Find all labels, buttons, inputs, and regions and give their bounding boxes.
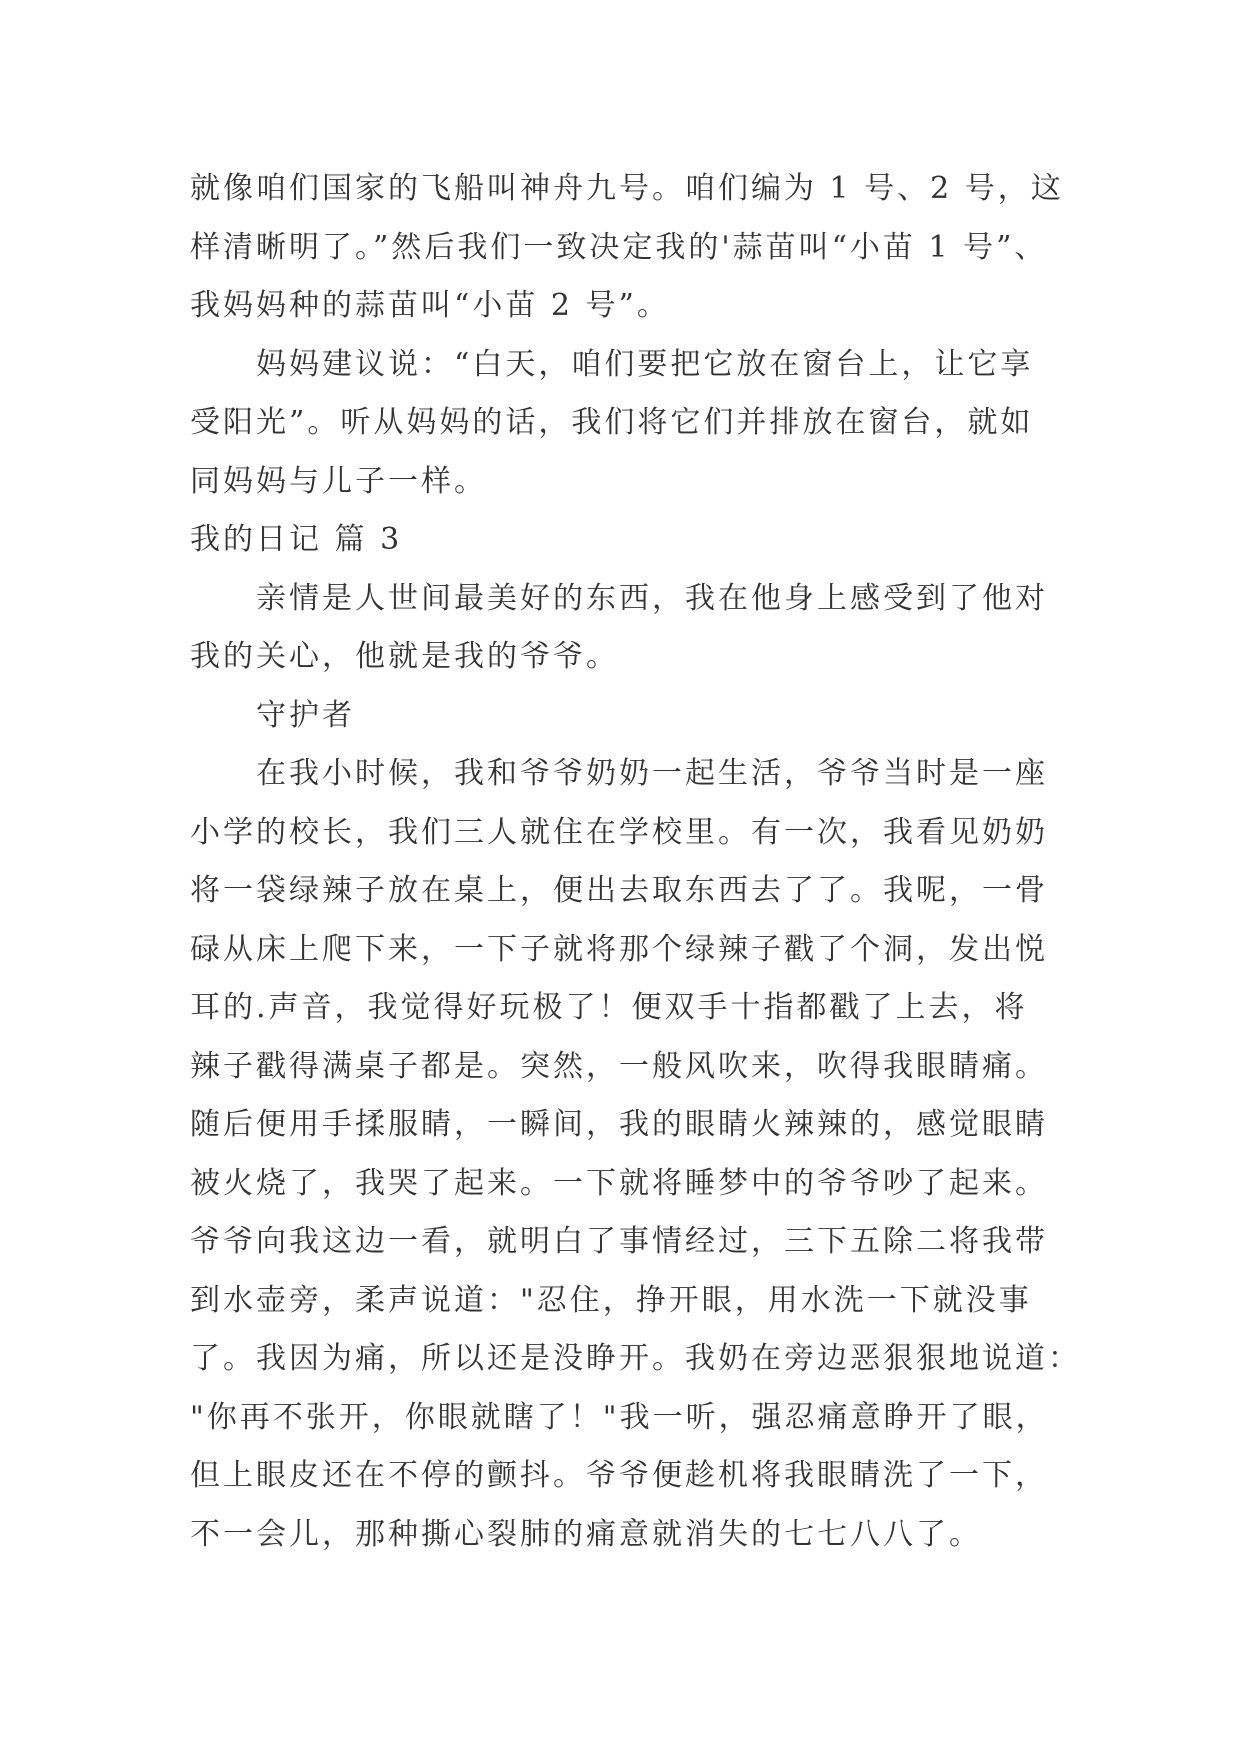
text-line: 碌从床上爬下来，一下子就将那个绿辣子戳了个洞，发出悦 (190, 931, 1048, 967)
text-line: 守护者 (256, 697, 355, 733)
text-line: 受阳光”。听从妈妈的话，我们将它们并排放在窗台，就如 (190, 405, 1034, 440)
text-line: 被火烧了，我哭了起来。一下就将睡梦中的爷爷吵了起来。 (190, 1165, 1048, 1201)
text-line: 小学的校长，我们三人就住在学校里。有一次，我看见奶奶 (190, 814, 1048, 850)
text-line: 爷爷向我这边一看，就明白了事情经过，三下五除二将我带 (190, 1224, 1048, 1259)
text-line: 耳的.声音，我觉得好玩极了！便双手十指都戳了上去，将 (190, 990, 1028, 1025)
text-line: 妈妈建议说：“白天，咱们要把它放在窗台上，让它享 (256, 346, 1034, 382)
text-line: 将一袋绿辣子放在桌上，便出去取东西去了了。我呢，一骨 (190, 873, 1048, 908)
text-line: 样清晰明了。”然后我们一致决定我的'蒜苗叫“小苗 1 号”、 (190, 229, 1048, 265)
text-line: 但上眼皮还在不停的颤抖。爷爷便趁机将我眼睛洗了一下， (190, 1458, 1048, 1493)
text-line: 我的日记 篇 3 (190, 522, 403, 557)
text-line: 随后便用手揉服睛，一瞬间，我的眼睛火辣辣的，感觉眼睛 (190, 1107, 1048, 1142)
text-line: 辣子戳得满桌子都是。突然，一般风吹来，吹得我眼睛痛。 (190, 1048, 1048, 1084)
text-line: 不一会儿，那种撕心裂肺的痛意就消失的七七八八了。 (190, 1516, 982, 1552)
document-body (190, 160, 1090, 1564)
text-line: 了。我因为痛，所以还是没睁开。我奶在旁边恶狠狠地说道： (190, 1341, 1081, 1376)
text-line: 亲情是人世间最美好的东西，我在他身上感受到了他对 (256, 580, 1048, 616)
text-line: 我的关心，他就是我的爷爷。 (190, 639, 619, 674)
text-line: 到水壶旁，柔声说道："忍住，挣开眼，用水洗一下就没事 (190, 1282, 1032, 1318)
text-line: 在我小时候，我和爷爷奶奶一起生活，爷爷当时是一座 (256, 756, 1048, 791)
text-line: 就像咱们国家的飞船叫神舟九号。咱们编为 1 号、2 号，这 (190, 171, 1064, 206)
text-line: "你再不张开，你眼就瞎了！"我一听，强忍痛意睁开了眼， (190, 1399, 1049, 1435)
text-line: 同妈妈与儿子一样。 (190, 463, 487, 499)
text-line: 我妈妈种的蒜苗叫“小苗 2 号”。 (190, 288, 670, 323)
